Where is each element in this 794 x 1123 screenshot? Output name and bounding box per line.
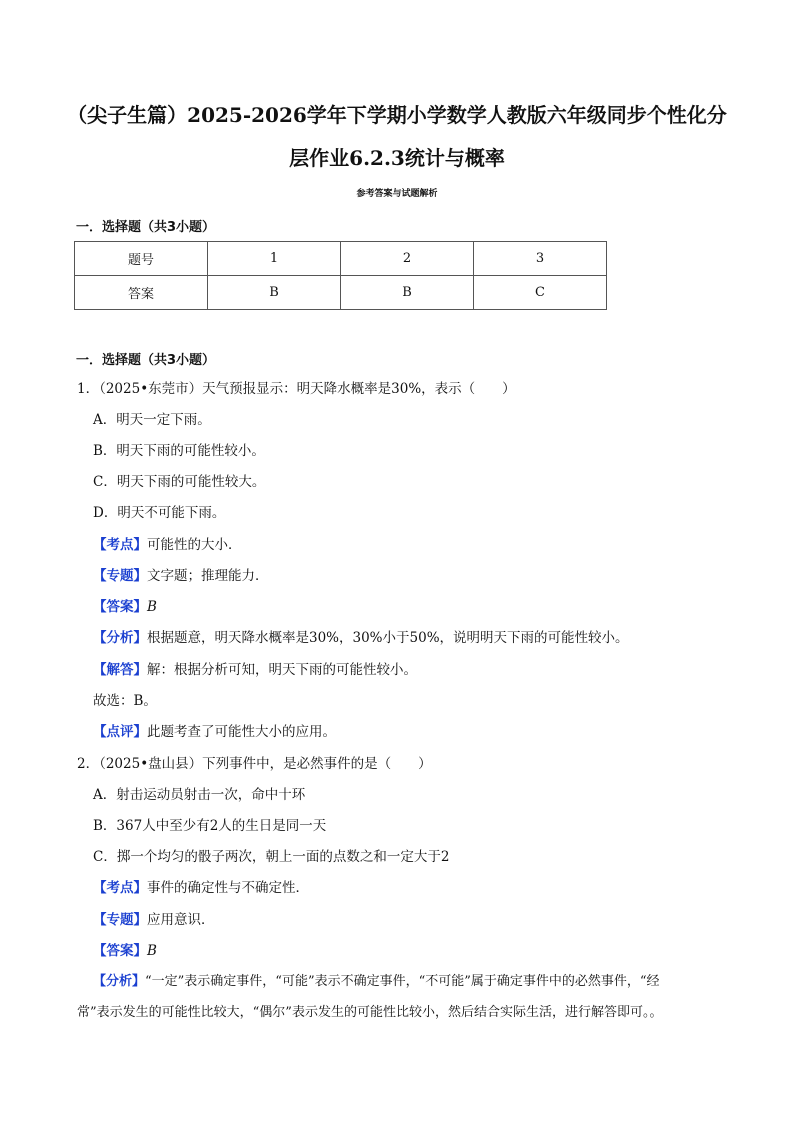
kaodian-tag: 【考点】 [93, 880, 147, 896]
table-cell: 2 [341, 242, 474, 276]
table-cell: B [341, 276, 474, 310]
daan-text: B [147, 943, 157, 959]
fenxi-tag: 【分析】 [93, 630, 147, 646]
q2-zhuanti [93, 910, 215, 930]
q2-fenxi-line1 [93, 972, 660, 992]
document-title-line1: （尖子生篇）2025-2026学年下学期小学数学人教版六年级同步个性化分 [67, 103, 727, 127]
daan-tag: 【答案】 [93, 599, 147, 615]
q1-dianping [93, 722, 336, 742]
jieda-text: 解：根据分析可知，明天下雨的可能性较小。 [147, 662, 417, 678]
q2-option-b: B．367人中至少有2人的生日是同一天 [93, 818, 327, 834]
dianping-tag: 【点评】 [93, 724, 147, 740]
q1-guxuan: 故选：B。 [93, 693, 157, 709]
question-1-stem: 1．（2025•东莞市）天气预报显示：明天降水概率是30%，表示（ ） [77, 381, 516, 397]
q2-kaodian [93, 878, 309, 898]
q1-daan [93, 597, 157, 617]
table-row [75, 276, 607, 310]
jieda-tag: 【解答】 [93, 662, 147, 678]
q1-option-b: B．明天下雨的可能性较小。 [93, 443, 265, 459]
q1-option-a: A．明天一定下雨。 [93, 412, 211, 428]
section-heading-questions: 一．选择题（共3小题） [76, 353, 216, 368]
fenxi-text: “一定”表示确定事件，“可能”表示不确定事件，“不可能”属于确定事件中的必然事件，“经 [145, 974, 660, 989]
q1-option-c: C．明天下雨的可能性较大。 [93, 474, 266, 490]
table-cell: B [208, 276, 341, 310]
question-2-stem: 2．（2025•盘山县）下列事件中，是必然事件的是（ ） [77, 756, 432, 772]
table-cell: 1 [208, 242, 341, 276]
table-cell-label: 题号 [75, 242, 208, 276]
dianping-text: 此题考查了可能性大小的应用。 [147, 724, 336, 740]
document-subtitle: 参考答案与试题解析 [356, 189, 438, 199]
table-cell: C [474, 276, 607, 310]
q1-kaodian [93, 535, 242, 555]
table-cell: 3 [474, 242, 607, 276]
daan-tag: 【答案】 [93, 943, 147, 959]
zhuanti-text: 文字题；推理能力． [147, 568, 269, 584]
fenxi-tag: 【分析】 [93, 974, 146, 989]
section-heading-answers: 一．选择题（共3小题） [76, 220, 216, 235]
q1-zhuanti [93, 566, 269, 586]
q1-jieda [93, 660, 417, 680]
q1-fenxi [93, 628, 629, 648]
kaodian-text: 可能性的大小． [147, 537, 242, 553]
zhuanti-tag: 【专题】 [93, 912, 147, 928]
daan-text: B [147, 599, 157, 615]
answer-table [74, 241, 607, 310]
q2-option-a: A．射击运动员射击一次，命中十环 [93, 787, 306, 803]
table-row [75, 242, 607, 276]
table-cell-label: 答案 [75, 276, 208, 310]
document-title-line2: 层作业6.2.3统计与概率 [289, 146, 505, 170]
zhuanti-tag: 【专题】 [93, 568, 147, 584]
zhuanti-text: 应用意识． [147, 912, 215, 928]
q2-daan [93, 941, 157, 961]
kaodian-text: 事件的确定性与不确定性． [147, 880, 309, 896]
kaodian-tag: 【考点】 [93, 537, 147, 553]
fenxi-text: 根据题意，明天降水概率是30%，30%小于50%，说明明天下雨的可能性较小。 [147, 630, 629, 646]
q2-fenxi-line2: 常”表示发生的可能性比较大，“偶尔”表示发生的可能性比较小，然后结合实际生活，进行解答即可。。 [77, 1005, 663, 1020]
q2-option-c: C．掷一个均匀的骰子两次，朝上一面的点数之和一定大于2 [93, 849, 450, 865]
q1-option-d: D．明天不可能下雨。 [93, 505, 226, 521]
